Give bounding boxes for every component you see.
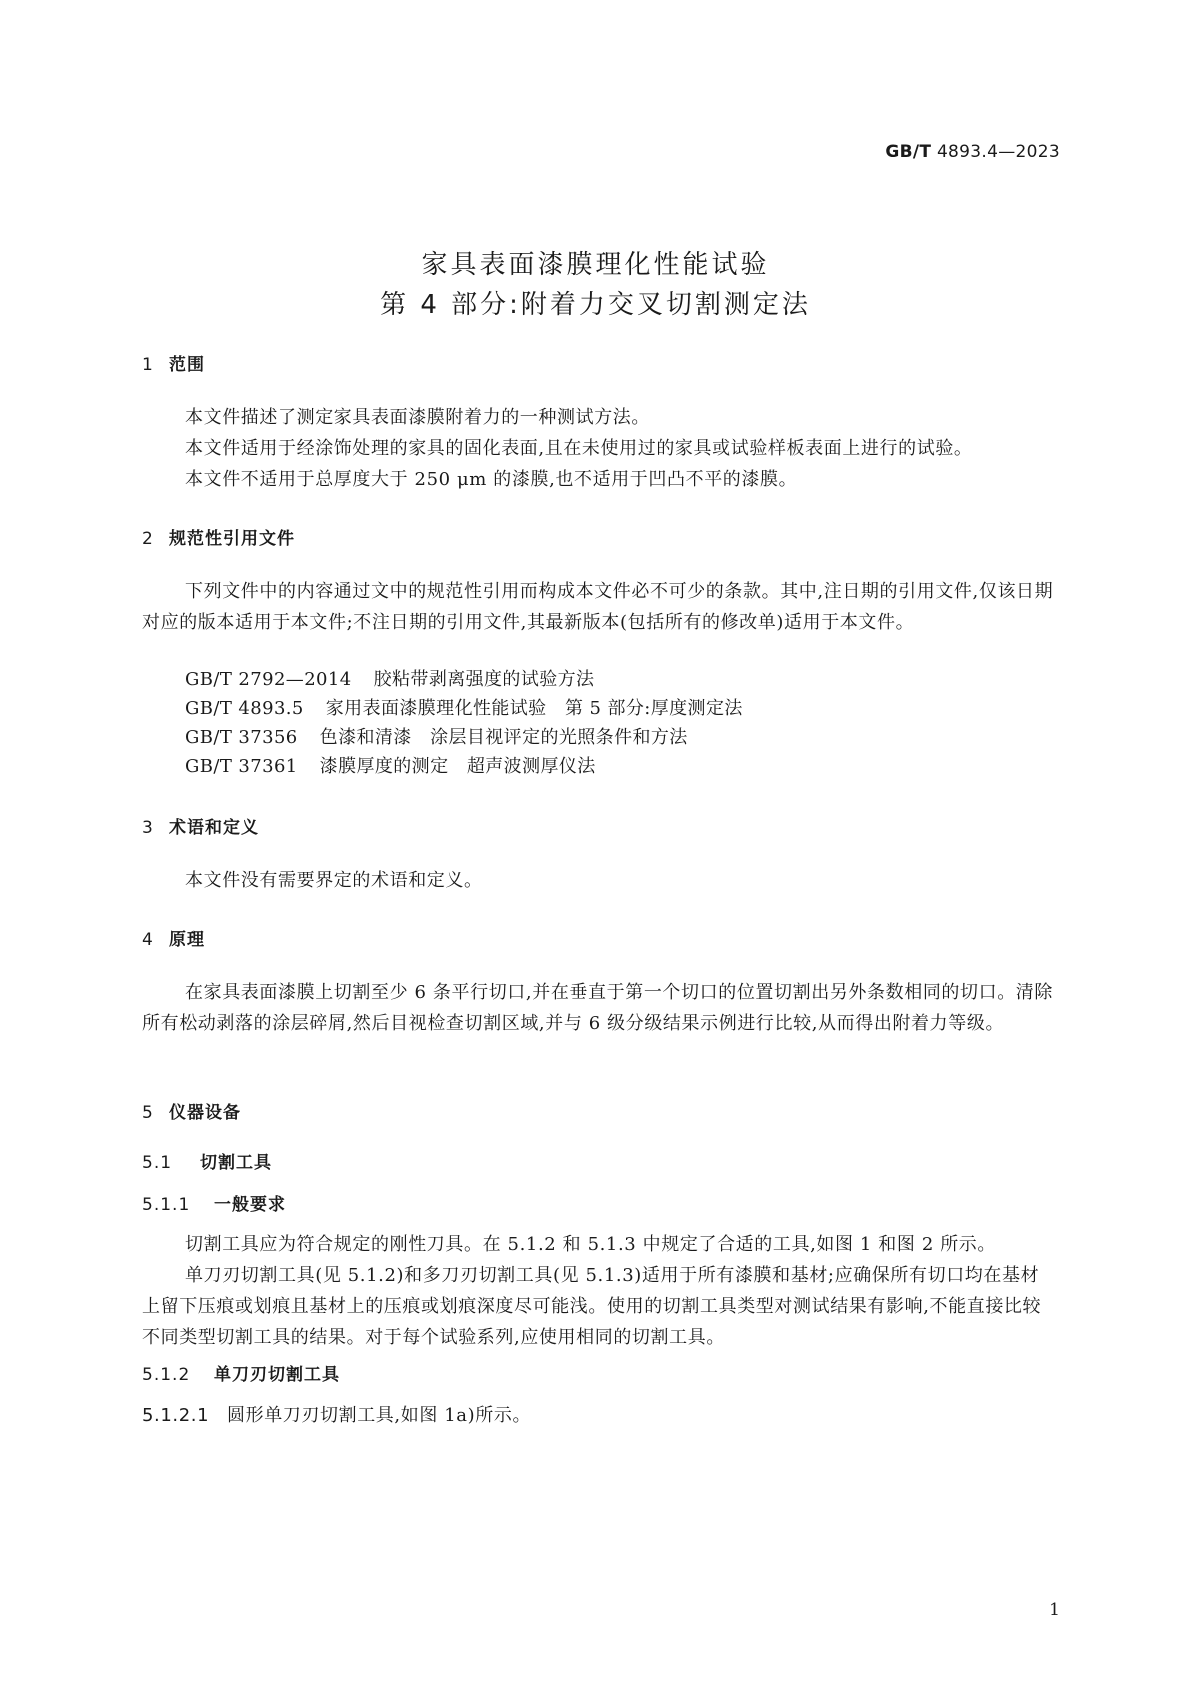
section-1-heading: [142, 350, 205, 375]
section-5-title: 仪器设备: [169, 1103, 241, 1123]
section-5-1-2-heading: [142, 1360, 340, 1385]
section-2-number: 2: [142, 529, 154, 549]
reference-title: 胶粘带剥离强度的试验方法: [373, 669, 595, 690]
section-3-title: 术语和定义: [169, 818, 259, 838]
reference-title: 色漆和清漆 涂层目视评定的光照条件和方法: [319, 727, 688, 748]
section-4-para-1: 在家具表面漆膜上切割至少 6 条平行切口,并在垂直于第一个切口的位置切割出另外条数相同的切口。清除所有松动剥落的涂层碎屑,然后目视检查切割区域,并与 6 级分级结果示例进行比较,从而得出附着力等级。: [142, 982, 1054, 1034]
page-number: 1: [1049, 1600, 1060, 1620]
section-5-1-number: 5.1: [142, 1153, 173, 1173]
section-5-1-1-para-1: 切割工具应为符合规定的刚性刀具。在 5.1.2 和 5.1.3 中规定了合适的工具,如图 1 和图 2 所示。: [185, 1234, 996, 1255]
section-5-1-1-para-2: 单刀刃切割工具(见 5.1.2)和多刀刃切割工具(见 5.1.3)适用于所有漆膜和基材;应确保所有切口均在基材上留下压痕或划痕且基材上的压痕或划痕深度尽可能浅。使用的切割工具类型对测试结果有影响,不能直接比较不同类型切割工具的结果。对于每个试验系列,应使用相同的切割工具。: [142, 1265, 1042, 1348]
section-1-para-1: 本文件描述了测定家具表面漆膜附着力的一种测试方法。: [185, 407, 650, 428]
reference-title: 漆膜厚度的测定 超声波测厚仪法: [319, 756, 596, 777]
section-5-heading: [142, 1098, 241, 1123]
section-5-1-2-1: [142, 1400, 1057, 1431]
section-5-1-2-number: 5.1.2: [142, 1365, 191, 1385]
section-5-1-1-number: 5.1.1: [142, 1195, 191, 1215]
document-title-line-1: 家具表面漆膜理化性能试验: [421, 250, 770, 280]
section-5-1-heading: [142, 1148, 272, 1173]
section-5-1-2-title: 单刀刃切割工具: [214, 1365, 340, 1385]
section-3-number: 3: [142, 818, 154, 838]
section-5-1-2-1-text: 圆形单刀刃切割工具,如图 1a)所示。: [227, 1405, 532, 1426]
section-1-title: 范围: [169, 355, 205, 375]
section-4-number: 4: [142, 930, 154, 950]
reference-code: GB/T 37356: [185, 727, 298, 748]
section-3-para-1: 本文件没有需要界定的术语和定义。: [185, 870, 483, 891]
standard-code: [885, 142, 1060, 162]
reference-title: 家用表面漆膜理化性能试验 第 5 部分:厚度测定法: [325, 698, 743, 719]
normative-reference: [185, 752, 596, 778]
section-5-1-title: 切割工具: [200, 1153, 272, 1173]
section-5-1-2-1-number: 5.1.2.1: [142, 1405, 210, 1426]
reference-code: GB/T 37361: [185, 756, 298, 777]
section-2-title: 规范性引用文件: [169, 529, 295, 549]
reference-code: GB/T 2792—2014: [185, 669, 352, 690]
section-5-number: 5: [142, 1103, 154, 1123]
normative-reference: [185, 665, 594, 691]
standard-code-number: 4893.4—2023: [931, 142, 1060, 162]
section-2-heading: [142, 524, 295, 549]
section-4-title: 原理: [169, 930, 205, 950]
section-1-number: 1: [142, 355, 154, 375]
normative-reference: [185, 723, 688, 749]
normative-reference: [185, 694, 743, 720]
reference-code: GB/T 4893.5: [185, 698, 304, 719]
section-1-para-2: 本文件适用于经涂饰处理的家具的固化表面,且在未使用过的家具或试验样板表面上进行的试验。: [185, 438, 973, 459]
section-2-para-1: 下列文件中的内容通过文中的规范性引用而构成本文件必不可少的条款。其中,注日期的引用文件,仅该日期对应的版本适用于本文件;不注日期的引用文件,其最新版本(包括所有的修改单)适用于本文件。: [142, 581, 1054, 633]
document-title-line-2: 第 4 部分:附着力交叉切割测定法: [380, 290, 811, 320]
section-4-heading: [142, 925, 205, 950]
standard-code-prefix: GB/T: [885, 142, 932, 162]
section-5-1-1-heading: [142, 1190, 286, 1215]
section-3-heading: [142, 813, 259, 838]
section-5-1-1-title: 一般要求: [214, 1195, 286, 1215]
section-1-para-3: 本文件不适用于总厚度大于 250 μm 的漆膜,也不适用于凹凸不平的漆膜。: [185, 469, 798, 490]
